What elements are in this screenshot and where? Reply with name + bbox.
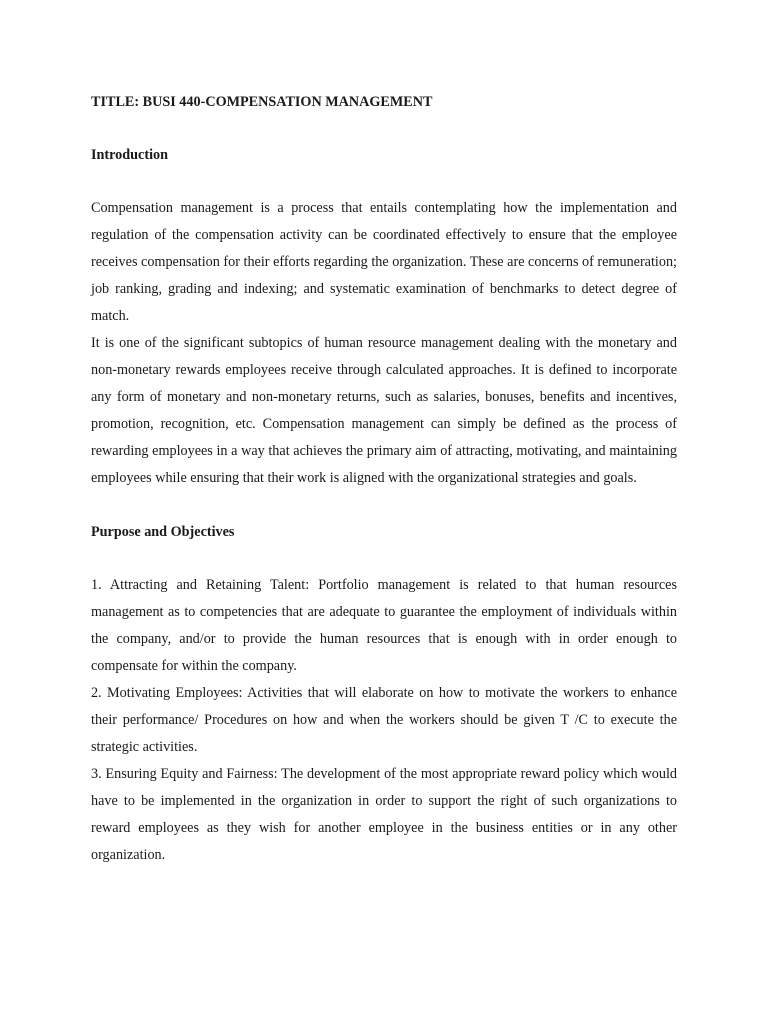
objective-item-3: 3. Ensuring Equity and Fairness: The development of the most appropriate reward policy which would have to be implemented in the organization in order to support the right of such organizations to reward employees as they wish for another employee in the business entities or in any other organization. [91, 766, 677, 863]
document-page [91, 89, 677, 869]
objective-item-2: 2. Motivating Employees: Activities that will elaborate on how to motivate the workers to enhance their performance/ Procedures on how and when the workers should be given T /C to execute the strategic activities. [91, 685, 677, 755]
section-heading-introduction: Introduction [91, 147, 168, 163]
section-heading-purpose: Purpose and Objectives [91, 524, 235, 540]
intro-paragraph-1: Compensation management is a process that entails contemplating how the implementation and regulation of the compensation activity can be coordinated effectively to ensure that the employee receives compensation for their efforts regarding the organization. These are concerns of remuneration; job ranking, grading and indexing; and systematic examination of benchmarks to detect degree of match. [91, 200, 677, 324]
document-title: TITLE: BUSI 440-COMPENSATION MANAGEMENT [91, 94, 433, 110]
intro-paragraph-2: It is one of the significant subtopics of human resource management dealing with the monetary and non-monetary rewards employees receive through calculated approaches. It is defined to incorporate any form of monetary and non-monetary returns, such as salaries, bonuses, benefits and incentives, promotion, recognition, etc. Compensation management can simply be defined as the process of rewarding employees in a way that achieves the primary aim of attracting, motivating, and maintaining employees while ensuring that their work is aligned with the organizational strategies and goals. [91, 335, 677, 486]
objective-item-1: 1. Attracting and Retaining Talent: Portfolio management is related to that human resources management as to competencies that are adequate to guarantee the employment of individuals within the company, and/or to provide the human resources that is enough with in order enough to compensate for within the company. [91, 577, 677, 674]
